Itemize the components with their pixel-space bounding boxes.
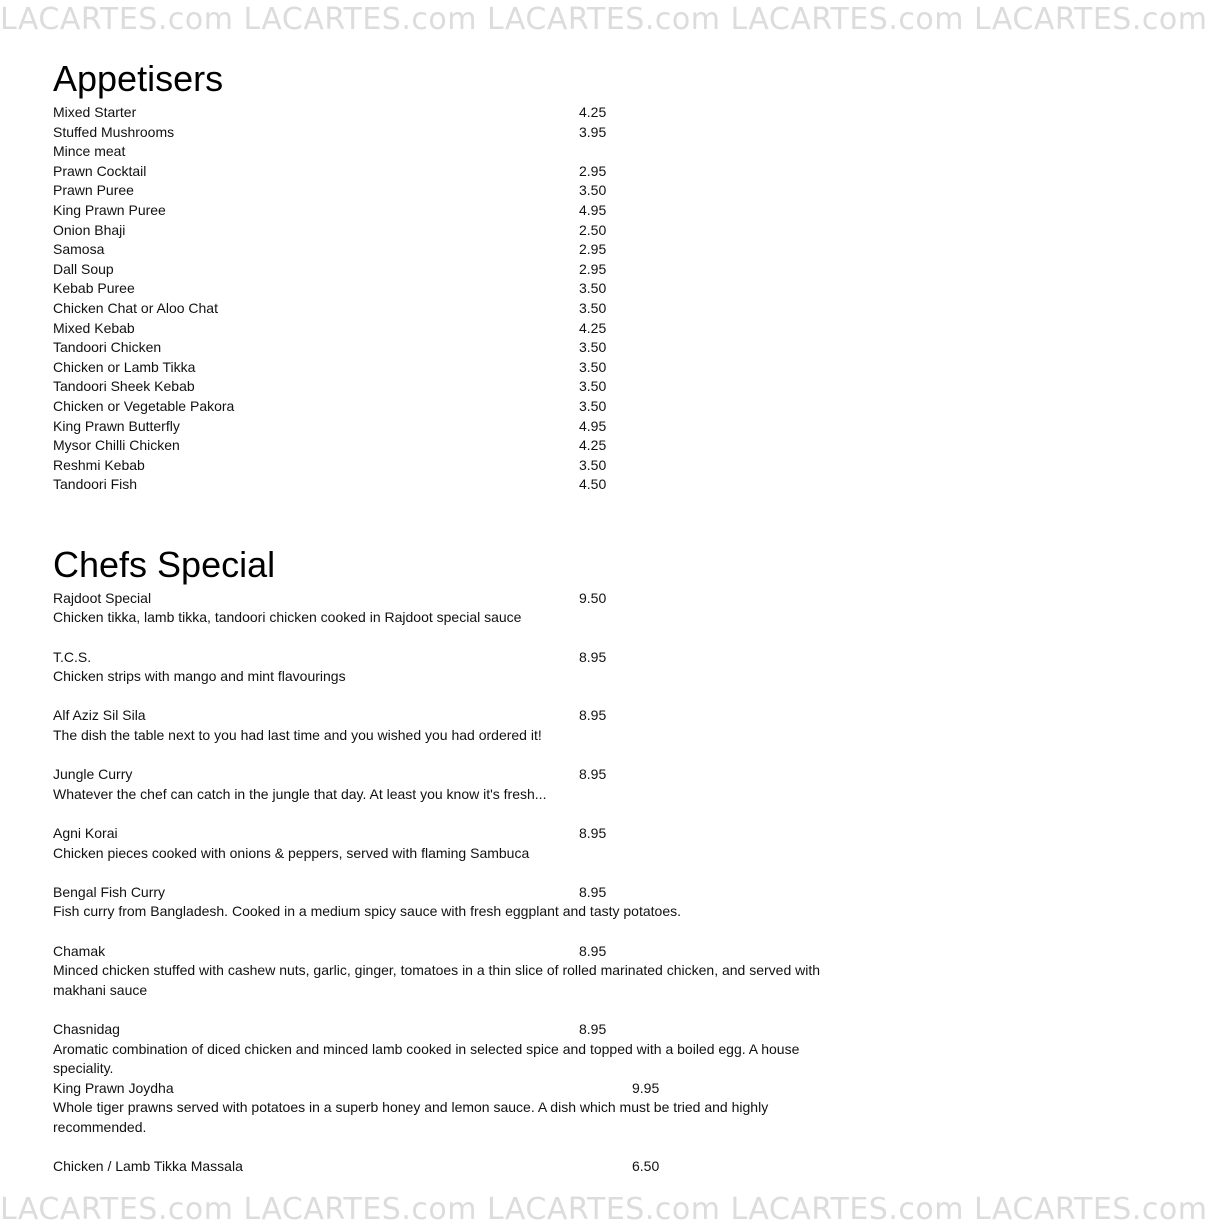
dish-price: 9.50	[579, 589, 607, 606]
special-dish	[53, 1079, 833, 1138]
special-dish	[53, 589, 833, 628]
item-name: Mince meat	[53, 143, 126, 160]
dish-price: 8.95	[579, 648, 607, 665]
dish-header	[53, 765, 833, 785]
dish-name: Chasnidag	[53, 1020, 120, 1037]
menu-item	[53, 260, 833, 280]
dish-header	[53, 1079, 833, 1099]
menu-item	[53, 279, 833, 299]
item-name: Mixed Starter	[53, 104, 137, 120]
menu-item	[53, 338, 833, 358]
watermark-bottom: LACARTES.com LACARTES.com LACARTES.com LACARTES.com LACARTES.com	[0, 1192, 1207, 1227]
dish-price: 8.95	[579, 942, 607, 959]
dish-price: 8.95	[579, 766, 607, 783]
item-price: 3.50	[579, 456, 607, 473]
dish-description: Whole tiger prawns served with potatoes in a superb honey and lemon sauce. A dish which must be tried and highly recommended.	[53, 1099, 769, 1135]
dish-description: The dish the table next to you had last time and you wished you had ordered it!	[53, 727, 542, 744]
special-dish	[53, 1157, 833, 1177]
item-price: 2.50	[579, 221, 607, 238]
dish-name: Jungle Curry	[53, 766, 133, 783]
menu-item	[53, 475, 833, 495]
dish-header	[53, 824, 833, 844]
item-name: King Prawn Puree	[53, 201, 166, 218]
item-name: Chicken or Vegetable Pakora	[53, 397, 235, 414]
dish-description: Aromatic combination of diced chicken and minced lamb cooked in selected spice and topped with a boiled egg. A house speciality.	[53, 1040, 800, 1077]
appetiser-list	[53, 103, 833, 495]
special-dish	[53, 648, 833, 687]
item-name: Prawn Puree	[53, 182, 134, 199]
dish-price: 8.95	[579, 883, 607, 900]
dish-name: Chamak	[53, 942, 106, 959]
dish-price: 8.95	[579, 825, 607, 841]
menu-item	[53, 377, 833, 397]
menu-item	[53, 162, 833, 182]
dish-description: Whatever the chef can catch in the jungle that day. At least you know it's fresh...	[53, 785, 547, 802]
menu-item	[53, 201, 833, 221]
item-name: Mixed Kebab	[53, 319, 135, 336]
item-price: 4.95	[579, 201, 607, 218]
dish-name: Chicken / Lamb Tikka Massala	[53, 1158, 243, 1175]
item-price: 4.95	[579, 417, 607, 434]
dish-description: Chicken tikka, lamb tikka, tandoori chicken cooked in Rajdoot special sauce	[53, 609, 522, 626]
item-name: King Prawn Butterfly	[53, 417, 180, 434]
dish-description: Chicken pieces cooked with onions & peppers, served with flaming Sambuca	[53, 844, 530, 861]
dish-price: 9.95	[632, 1079, 660, 1096]
item-price: 3.50	[579, 182, 607, 199]
item-price: 4.25	[579, 104, 607, 120]
menu-page	[53, 57, 833, 1177]
item-price: 3.50	[579, 280, 607, 297]
dish-price: 6.50	[632, 1158, 660, 1175]
watermark-top: LACARTES.com LACARTES.com LACARTES.com LACARTES.com LACARTES.com	[0, 2, 1207, 37]
item-name: Stuffed Mushrooms	[53, 123, 175, 140]
dish-name: Rajdoot Special	[53, 589, 152, 606]
menu-item	[53, 319, 833, 339]
item-name: Tandoori Chicken	[53, 339, 162, 356]
item-name: Reshmi Kebab	[53, 456, 145, 473]
item-price: 2.95	[579, 241, 607, 258]
item-name: Mysor Chilli Chicken	[53, 437, 180, 454]
menu-item	[53, 221, 833, 241]
dish-header	[53, 706, 833, 726]
dish-header	[53, 589, 833, 609]
dish-name: T.C.S.	[53, 648, 92, 665]
item-price: 2.95	[579, 260, 607, 277]
menu-item	[53, 456, 833, 476]
menu-item	[53, 240, 833, 260]
item-price: 2.95	[579, 162, 607, 179]
special-dish	[53, 1020, 833, 1079]
dish-header	[53, 1157, 833, 1177]
item-name: Onion Bhaji	[53, 221, 126, 238]
item-price: 4.50	[579, 476, 607, 493]
menu-item	[53, 397, 833, 417]
dish-description: Chicken strips with mango and mint flavourings	[53, 668, 346, 685]
item-price: 3.50	[579, 299, 607, 316]
dish-name: Alf Aziz Sil Sila	[53, 707, 146, 724]
special-dish	[53, 824, 833, 863]
special-dish	[53, 942, 833, 1001]
dish-name: Bengal Fish Curry	[53, 883, 166, 900]
chefs-special-list	[53, 589, 833, 1177]
item-name: Tandoori Fish	[53, 476, 138, 493]
dish-description: Minced chicken stuffed with cashew nuts, garlic, ginger, tomatoes in a thin slice of rolled marinated chicken, and served with makhani sauce	[53, 962, 821, 998]
item-name: Chicken or Lamb Tikka	[53, 358, 196, 375]
item-price: 4.25	[579, 437, 607, 454]
item-name: Prawn Cocktail	[53, 162, 147, 179]
special-dish	[53, 883, 833, 922]
menu-item	[53, 436, 833, 456]
menu-item	[53, 417, 833, 437]
section-title-appetisers: Appetisers	[53, 58, 224, 99]
menu-item	[53, 299, 833, 319]
item-price: 3.50	[579, 378, 607, 395]
dish-name: Agni Korai	[53, 825, 118, 841]
dish-header	[53, 942, 833, 962]
item-price: 3.50	[579, 339, 607, 356]
menu-item	[53, 123, 833, 143]
item-name: Chicken Chat or Aloo Chat	[53, 299, 218, 316]
dish-name: King Prawn Joydha	[53, 1079, 174, 1096]
item-price: 3.50	[579, 397, 607, 414]
dish-price: 8.95	[579, 1020, 607, 1037]
dish-header	[53, 648, 833, 668]
special-dish	[53, 765, 833, 804]
dish-description: Fish curry from Bangladesh. Cooked in a medium spicy sauce with fresh eggplant and tasty potatoes.	[53, 903, 681, 920]
item-price: 3.50	[579, 358, 607, 375]
item-name: Dall Soup	[53, 260, 114, 277]
item-name: Tandoori Sheek Kebab	[53, 378, 195, 395]
section-title-chefs-special: Chefs Special	[53, 543, 276, 585]
item-price: 3.95	[579, 123, 607, 140]
menu-item	[53, 103, 833, 123]
item-price: 4.25	[579, 319, 607, 336]
menu-item	[53, 142, 833, 162]
item-name: Samosa	[53, 241, 105, 258]
item-name: Kebab Puree	[53, 280, 135, 297]
menu-item	[53, 181, 833, 201]
dish-header	[53, 883, 833, 903]
special-dish	[53, 706, 833, 745]
menu-item	[53, 358, 833, 378]
dish-header	[53, 1020, 833, 1040]
dish-price: 8.95	[579, 707, 607, 724]
